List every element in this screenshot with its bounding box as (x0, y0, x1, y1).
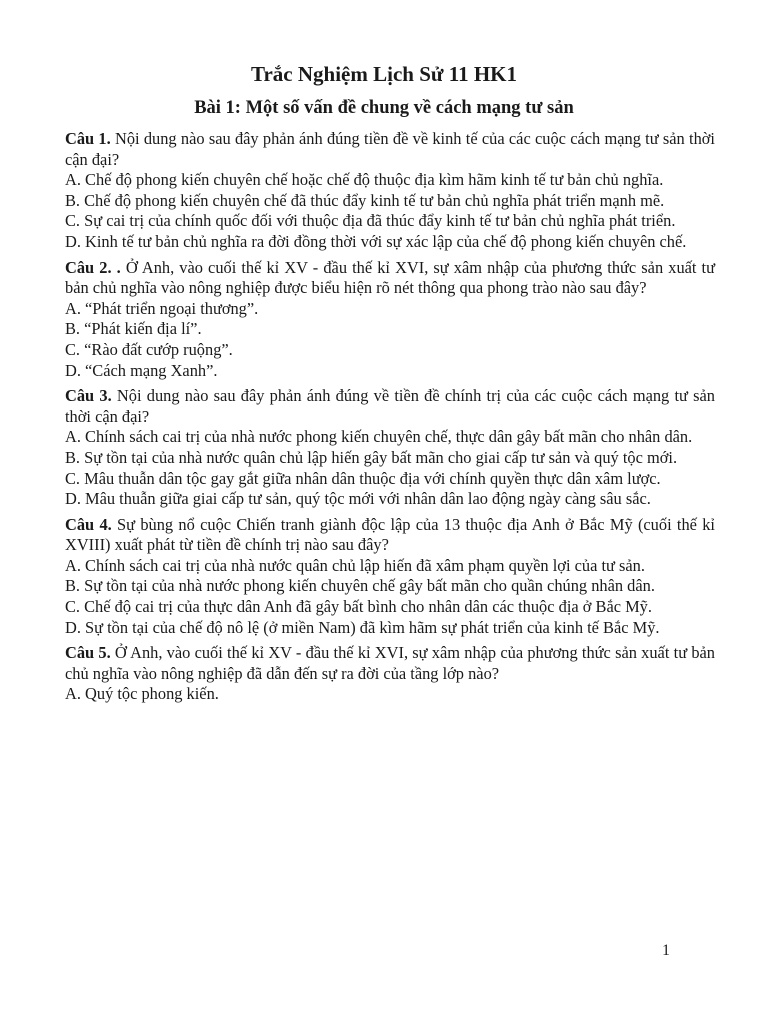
answer-option: D. Kinh tế tư bản chủ nghĩa ra đời đồng thời với sự xác lập của chế độ phong kiến chuyên chế. (65, 231, 687, 251)
question-2 (65, 258, 715, 382)
question-number: Câu 1. (65, 129, 111, 148)
answer-option: A. Chế độ phong kiến chuyên chế hoặc chế độ thuộc địa kìm hãm kinh tế tư bản chủ nghĩa. (65, 170, 664, 190)
question-stem (65, 129, 715, 170)
answer-option: D. “Cách mạng Xanh”. (65, 360, 218, 380)
answer-option: D. Mâu thuẫn giữa giai cấp tư sản, quý tộc mới với nhân dân lao động ngày càng sâu sắc. (65, 489, 651, 509)
question-text: Nội dung nào sau đây phản ánh đúng tiền đề về kinh tế của các cuộc cách mạng tư sản thời cận đại? (65, 129, 715, 169)
question-list (65, 129, 715, 710)
question-4 (65, 515, 715, 639)
question-1 (65, 129, 715, 253)
answer-option: C. Mâu thuẫn dân tộc gay gắt giữa nhân dân thuộc địa với chính quyền thực dân xâm lược. (65, 468, 661, 488)
answer-option: C. Chế độ cai trị của thực dân Anh đã gây bất bình cho nhân dân các thuộc địa ở Bắc Mỹ. (65, 597, 652, 617)
answer-option: B. Chế độ phong kiến chuyên chế đã thúc đẩy kinh tế tư bản chủ nghĩa phát triển mạnh mẽ. (65, 190, 665, 210)
page-number: 1 (662, 942, 670, 959)
answer-option: A. Quý tộc phong kiến. (65, 684, 219, 704)
question-stem (65, 643, 715, 684)
answer-option: A. Chính sách cai trị của nhà nước phong kiến chuyên chế, thực dân gây bất mãn cho nhân dân. (65, 427, 693, 447)
answer-option: D. Sự tồn tại của chế độ nô lệ (ở miền Nam) đã kìm hãm sự phát triển của kinh tế Bắc Mỹ. (65, 617, 660, 637)
question-number: Câu 5. (65, 643, 111, 663)
document-title: Trắc Nghiệm Lịch Sử 11 HK1 (251, 62, 517, 86)
answer-option: C. Sự cai trị của chính quốc đối với thuộc địa đã thúc đẩy kinh tế tư bản chủ nghĩa phát triển. (65, 211, 676, 231)
answer-option: B. “Phát kiến địa lí”. (65, 319, 202, 339)
question-stem (65, 515, 715, 556)
question-stem (65, 258, 715, 299)
answer-option: B. Sự tồn tại của nhà nước phong kiến chuyên chế gây bất mãn cho quần chúng nhân dân. (65, 576, 655, 596)
question-stem (65, 386, 715, 427)
answer-option: A. Chính sách cai trị của nhà nước quân chủ lập hiến đã xâm phạm quyền lợi của tư sản. (65, 555, 645, 575)
answer-option: A. “Phát triển ngoại thương”. (65, 298, 259, 318)
lesson-heading: Bài 1: Một số vấn đề chung về cách mạng tư sản (194, 98, 574, 118)
answer-option: B. Sự tồn tại của nhà nước quân chủ lập hiến gây bất mãn cho giai cấp tư sản và quý tộc mới. (65, 447, 678, 467)
question-3 (65, 386, 715, 510)
question-text: Ở Anh, vào cuối thế kỉ XV - đầu thế kỉ XVI, sự xâm nhập của phương thức sản xuất tư bản chủ nghĩa vào nông nghiệp đã dẫn đến sự ra đời của tầng lớp nào? (65, 643, 715, 683)
answer-option: C. “Rào đất cướp ruộng”. (65, 339, 233, 359)
question-text: Ở Anh, vào cuối thế kỉ XV - đầu thế kỉ XVI, sự xâm nhập của phương thức sản xuất tư bản chủ nghĩa vào nông nghiệp được biểu hiện rõ nét thông qua phong trào nào sau đây? (65, 257, 715, 298)
question-text: Sự bùng nổ cuộc Chiến tranh giành độc lập của 13 thuộc địa Anh ở Bắc Mỹ (cuối thế kỉ XVIII) xuất phát từ tiền đề chính trị nào sau đây? (65, 514, 715, 555)
question-number: Câu 3. (65, 386, 112, 406)
question-5 (65, 643, 715, 705)
question-number: Câu 4. (65, 514, 112, 534)
question-number: Câu 2. . (65, 257, 121, 277)
question-text: Nội dung nào sau đây phản ánh đúng về tiền đề chính trị của các cuộc cách mạng tư sản thời cận đại? (65, 386, 715, 426)
